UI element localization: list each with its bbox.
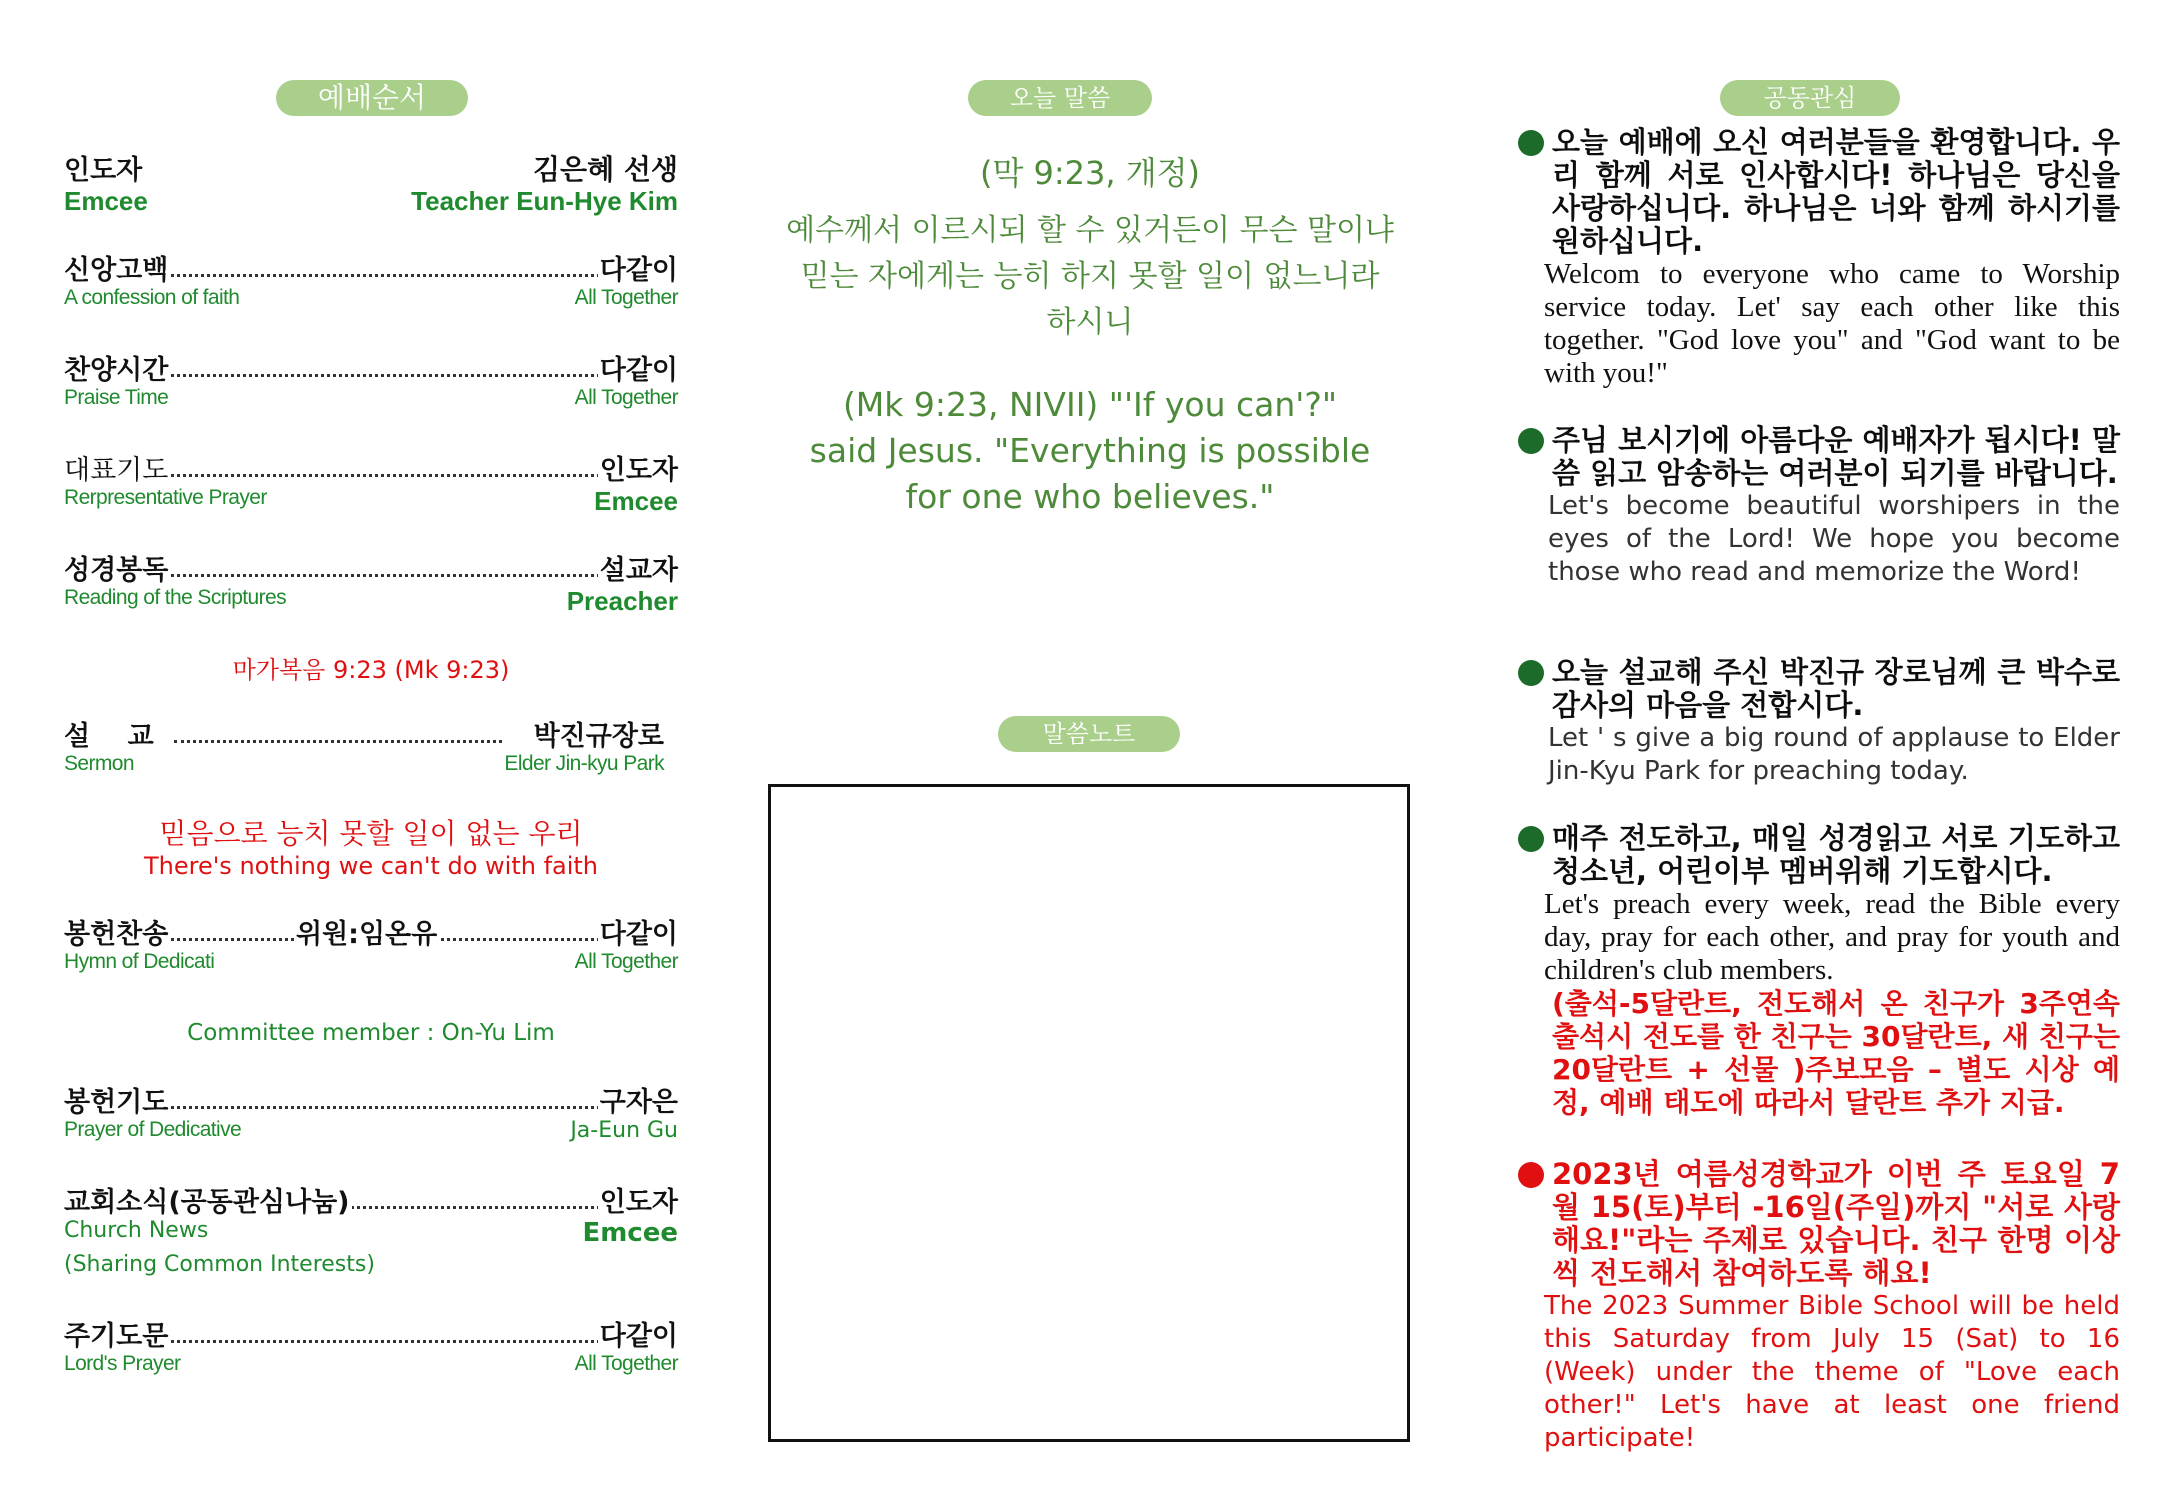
verse-english bbox=[780, 382, 1400, 520]
order-item-ko: 주기도문 bbox=[64, 1314, 170, 1353]
order-item-en: Sermon bbox=[64, 752, 134, 775]
order-item-en: Praise Time bbox=[64, 386, 169, 409]
order-item-confession bbox=[64, 248, 678, 318]
leader-name-ko: 김은혜 선생 bbox=[531, 148, 678, 188]
todays-word-header: 오늘 말씀 bbox=[968, 80, 1152, 116]
news-ko: 오늘 설교해 주신 박진규 장로님께 큰 박수로 감사의 마음을 전합시다. bbox=[1552, 655, 2120, 722]
leader-dots bbox=[174, 740, 502, 743]
order-item-ko-right: 박진규장로 bbox=[532, 714, 664, 753]
order-item-ko-right: 다같이 bbox=[598, 348, 678, 387]
order-item-ko-right: 구자은 bbox=[598, 1080, 678, 1119]
order-item-en-right: All Together bbox=[574, 950, 678, 973]
order-item-en-right: Preacher bbox=[566, 586, 678, 616]
order-item-sermon bbox=[64, 714, 678, 784]
order-item-ko: 교회소식(공동관심나눔) bbox=[64, 1180, 352, 1219]
committee-member: Committee member : On-Yu Lim bbox=[187, 1020, 555, 1046]
order-item-praise bbox=[64, 348, 678, 418]
order-item-lords-prayer bbox=[64, 1314, 678, 1384]
order-item-ko-right: 다같이 bbox=[598, 1314, 678, 1353]
order-of-worship-header: 예배순서 bbox=[276, 80, 468, 116]
common-interests-header: 공동관심 bbox=[1720, 80, 1900, 116]
order-item-offering-prayer bbox=[64, 1080, 678, 1150]
order-item-en: Prayer of Dedicative bbox=[64, 1118, 242, 1141]
news-ko: 주님 보시기에 아름다운 예배자가 됩시다! 말씀 읽고 암송하는 여러분이 되기를 바랍니다. bbox=[1552, 423, 2120, 490]
news-item-welcome bbox=[1518, 126, 2120, 390]
news-ko: 매주 전도하고, 매일 성경읽고 서로 기도하고 청소년, 어린이부 멤버위해 기도합시다. bbox=[1552, 821, 2120, 888]
bullet-icon bbox=[1518, 1162, 1544, 1188]
order-item-ko: 설 교 bbox=[64, 714, 156, 753]
bullet-icon bbox=[1518, 826, 1544, 852]
verse-en-line: for one who believes." bbox=[905, 477, 1275, 516]
verse-korean bbox=[780, 148, 1400, 346]
verse-ko-line: 하시니 bbox=[1046, 305, 1134, 340]
sermon-notes-header: 말씀노트 bbox=[998, 716, 1180, 752]
verse-ko-reference: (막 9:23, 개정) bbox=[979, 154, 1201, 192]
verse-en-line: said Jesus. "Everything is possible bbox=[809, 431, 1371, 470]
order-item-ko: 찬양시간 bbox=[64, 348, 170, 387]
bullet-icon bbox=[1518, 428, 1544, 454]
order-item-en-right: Emcee bbox=[594, 486, 678, 516]
order-item-church-news bbox=[64, 1180, 678, 1284]
news-en: Welcom to everyone who came to Worship service today. Let' say each other like this together. "God love you" and "God want to be with you!" bbox=[1544, 258, 2120, 389]
bullet-icon bbox=[1518, 660, 1544, 686]
news-en: The 2023 Summer Bible School will be held this Saturday from July 15 (Sat) to 16 (Week) under the theme of "Love each other!" Let's have at least one friend participate! bbox=[1544, 1291, 2120, 1453]
news-en: Let's become beautiful worshipers in the eyes of the Lord! We hope you become those who read and memorize the Word! bbox=[1548, 491, 2120, 587]
order-item-en-right: All Together bbox=[574, 286, 678, 309]
sermon-title-ko: 믿음으로 능치 못할 일이 없는 우리 bbox=[159, 817, 583, 850]
news-item-evangelism bbox=[1518, 822, 2120, 1119]
order-item-hymn bbox=[64, 912, 678, 982]
order-item-en-line2: (Sharing Common Interests) bbox=[64, 1252, 375, 1277]
order-item-en: Hymn of Dedicati bbox=[64, 950, 215, 973]
order-item-ko: 성경봉독 bbox=[64, 548, 170, 587]
leader-row bbox=[64, 148, 678, 220]
leader-label-ko: 인도자 bbox=[64, 148, 144, 187]
order-item-en-right: Ja-Eun Gu bbox=[570, 1118, 678, 1143]
order-item-en: Rerpresentative Prayer bbox=[64, 486, 267, 509]
order-item-en: A confession of faith bbox=[64, 286, 240, 309]
scripture-reference: 마가복음 9:23 (Mk 9:23) bbox=[232, 656, 510, 684]
order-item-ko-right: 다같이 bbox=[598, 248, 678, 287]
news-en: Let's preach every week, read the Bible every day, pray for each other, and pray for youth and children's club members. bbox=[1544, 888, 2120, 986]
sermon-notes-box[interactable] bbox=[768, 784, 1410, 1442]
leader-label-en: Emcee bbox=[64, 186, 148, 216]
order-item-en-right: Emcee bbox=[582, 1218, 678, 1248]
news-en: Let ' s give a big round of applause to Elder Jin-Kyu Park for preaching today. bbox=[1548, 723, 2120, 786]
leader-name-en: Teacher Eun-Hye Kim bbox=[411, 186, 678, 216]
order-item-en: Lord's Prayer bbox=[64, 1352, 181, 1375]
order-item-ko: 봉헌찬송 bbox=[64, 912, 170, 951]
verse-ko-line: 믿는 자에게는 능히 하지 못할 일이 없느니라 bbox=[800, 259, 1380, 294]
verse-en-line: (Mk 9:23, NIVII) "'If you can'?" bbox=[842, 385, 1338, 424]
verse-ko-line: 예수께서 이르시되 할 수 있거든이 무슨 말이냐 bbox=[786, 213, 1394, 248]
bullet-icon bbox=[1518, 130, 1544, 156]
order-item-en-right: Elder Jin-kyu Park bbox=[504, 752, 664, 775]
order-item-ko: 신앙고백 bbox=[64, 248, 170, 287]
order-item-en: Church News bbox=[64, 1218, 209, 1243]
sermon-title-en: There's nothing we can't do with faith bbox=[143, 852, 599, 880]
order-item-en: Reading of the Scriptures bbox=[64, 586, 286, 609]
order-item-en-right: All Together bbox=[574, 386, 678, 409]
order-item-ko-right: 인도자 bbox=[598, 448, 678, 487]
news-item-vbs bbox=[1518, 1158, 2120, 1455]
news-item-worshipers bbox=[1518, 424, 2120, 589]
news-item-thanks bbox=[1518, 656, 2120, 788]
order-item-scripture-reading bbox=[64, 548, 678, 618]
news-ko: 2023년 여름성경학교가 이번 주 토요일 7월 15(토)부터 -16일(주일)까지 "서로 사랑해요!"라는 주제로 있습니다. 친구 한명 이상씩 전도해서 참여하도록 해요! bbox=[1552, 1157, 2120, 1290]
order-item-ko: 대표기도 bbox=[64, 448, 170, 487]
order-item-ko-right: 설교자 bbox=[598, 548, 678, 587]
order-item-ko: 봉헌기도 bbox=[64, 1080, 170, 1119]
order-item-ko-right: 인도자 bbox=[598, 1180, 678, 1219]
order-item-ko-mid: 위원:임온유 bbox=[294, 912, 439, 951]
order-item-en-right: All Together bbox=[574, 1352, 678, 1375]
news-ko: 오늘 예배에 오신 여러분들을 환영합니다. 우리 함께 서로 인사합시다! 하나님은 당신을 사랑하십니다. 하나님은 너와 함께 하시기를 원하십니다. bbox=[1552, 125, 2120, 258]
order-item-representative-prayer bbox=[64, 448, 678, 518]
talent-note: (출석-5달란트, 전도해서 온 친구가 3주연속 출석시 전도를 한 친구는 30달란트, 새 친구는 20달란트 + 선물 )주보모음 – 별도 시상 예정, 예배 태도에 따라서 달란트 추가 지급. bbox=[1552, 987, 2120, 1119]
order-item-ko-right: 다같이 bbox=[598, 912, 678, 951]
